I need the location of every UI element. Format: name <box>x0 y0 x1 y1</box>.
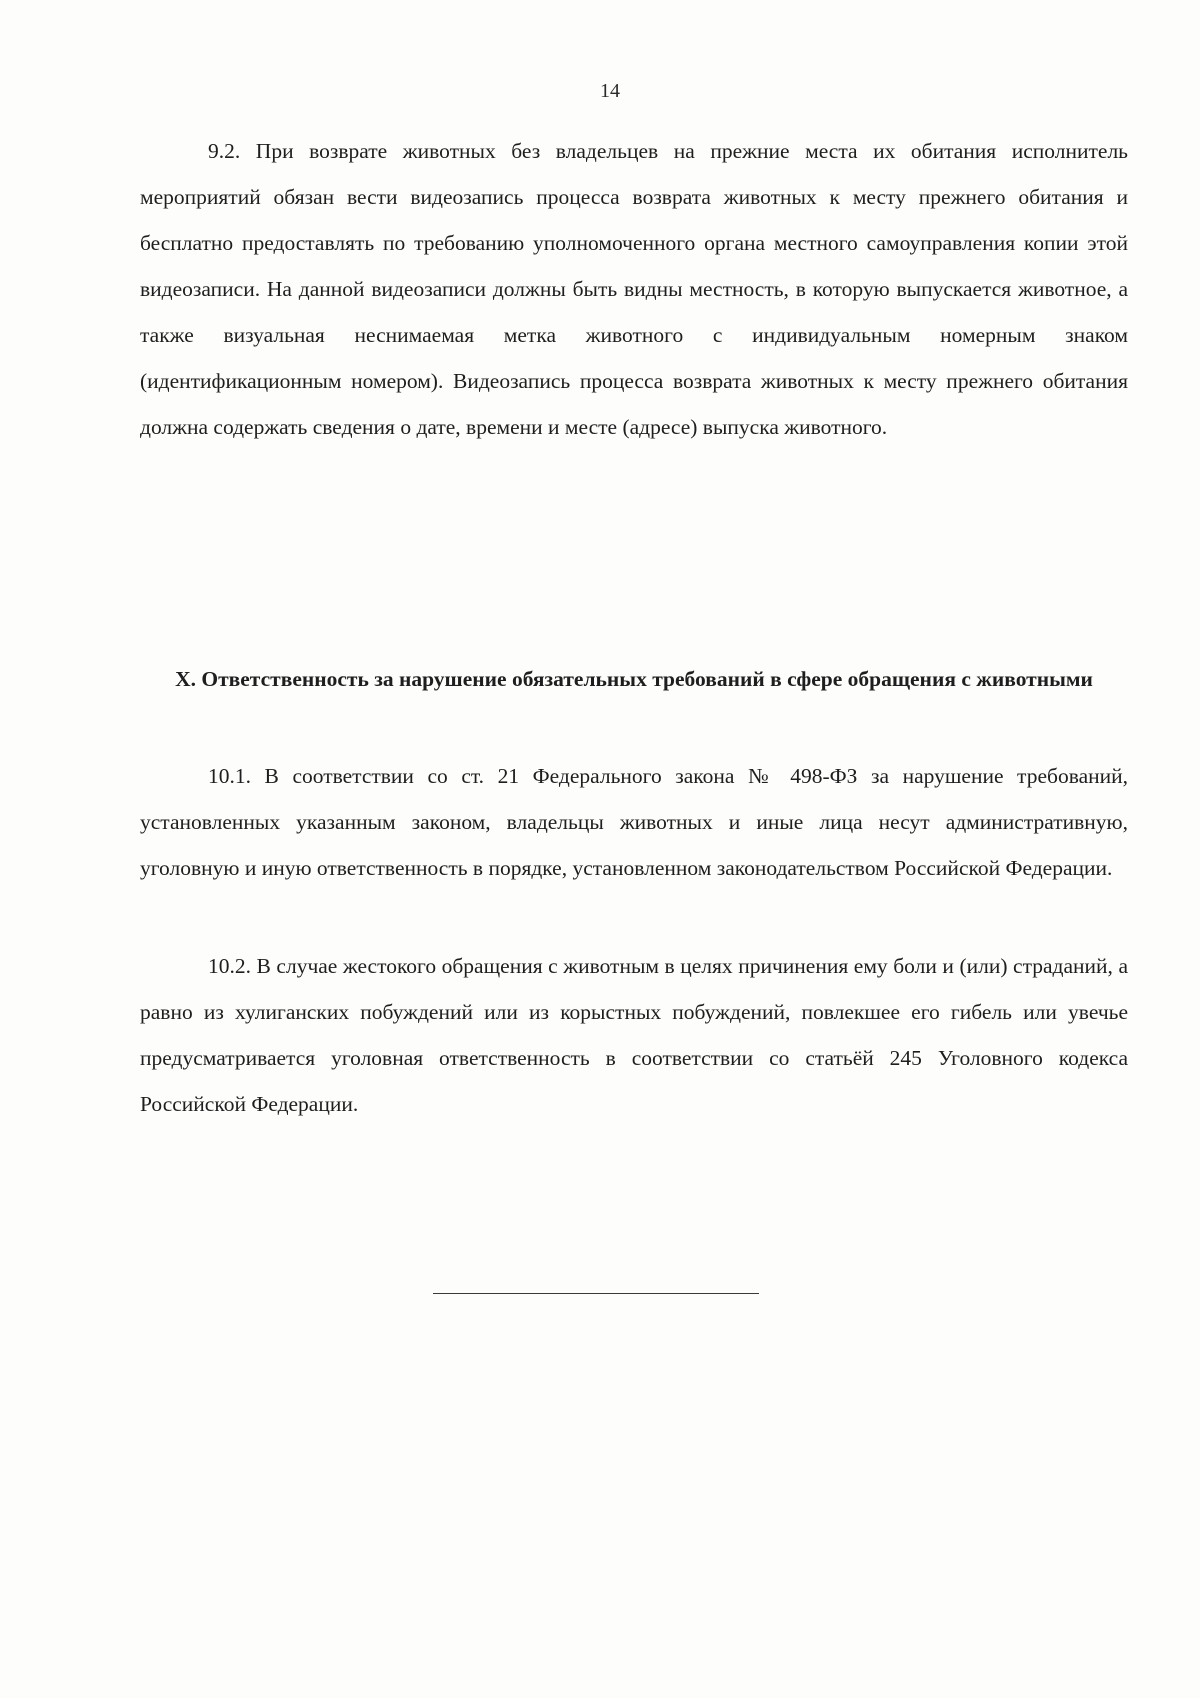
paragraph-10-2: 10.2. В случае жестокого обращения с животным в целях причинения ему боли и (или) страданий, а равно из хулиганских побуждений или из корыстных побуждений, повлекшее его гибель или увечье предусматривается уголовная ответственность в соответствии со статьёй 245 Уголовного кодекса Российской Федерации. <box>140 954 1128 1116</box>
section-title: X. Ответственность за нарушение обязательных требований в сфере обращения с животными <box>175 667 1093 691</box>
paragraph-10-1: 10.1. В соответствии со ст. 21 Федерального закона № 498-ФЗ за нарушение требований, установленных указанным законом, владельцы животных и иные лица несут административную, уголовную и иную ответственность в порядке, установленном законодательством Российской Федерации. <box>140 764 1128 880</box>
end-rule-divider <box>433 1293 759 1294</box>
page-number: 14 <box>600 80 620 102</box>
paragraph-9-2: 9.2. При возврате животных без владельцев на прежние места их обитания исполнитель мероприятий обязан вести видеозапись процесса возврата животных к месту прежнего обитания и бесплатно предоставлять по требованию уполномоченного органа местного самоуправления копии этой видеозаписи. На данной видеозаписи должны быть видны местность, в которую выпускается животное, а также визуальная неснимаемая метка животного с индивидуальным номерным знаком (идентификационным номером). Видеозапись процесса возврата животных к месту прежнего обитания должна содержать сведения о дате, времени и месте (адресе) выпуска животного. <box>140 139 1128 439</box>
